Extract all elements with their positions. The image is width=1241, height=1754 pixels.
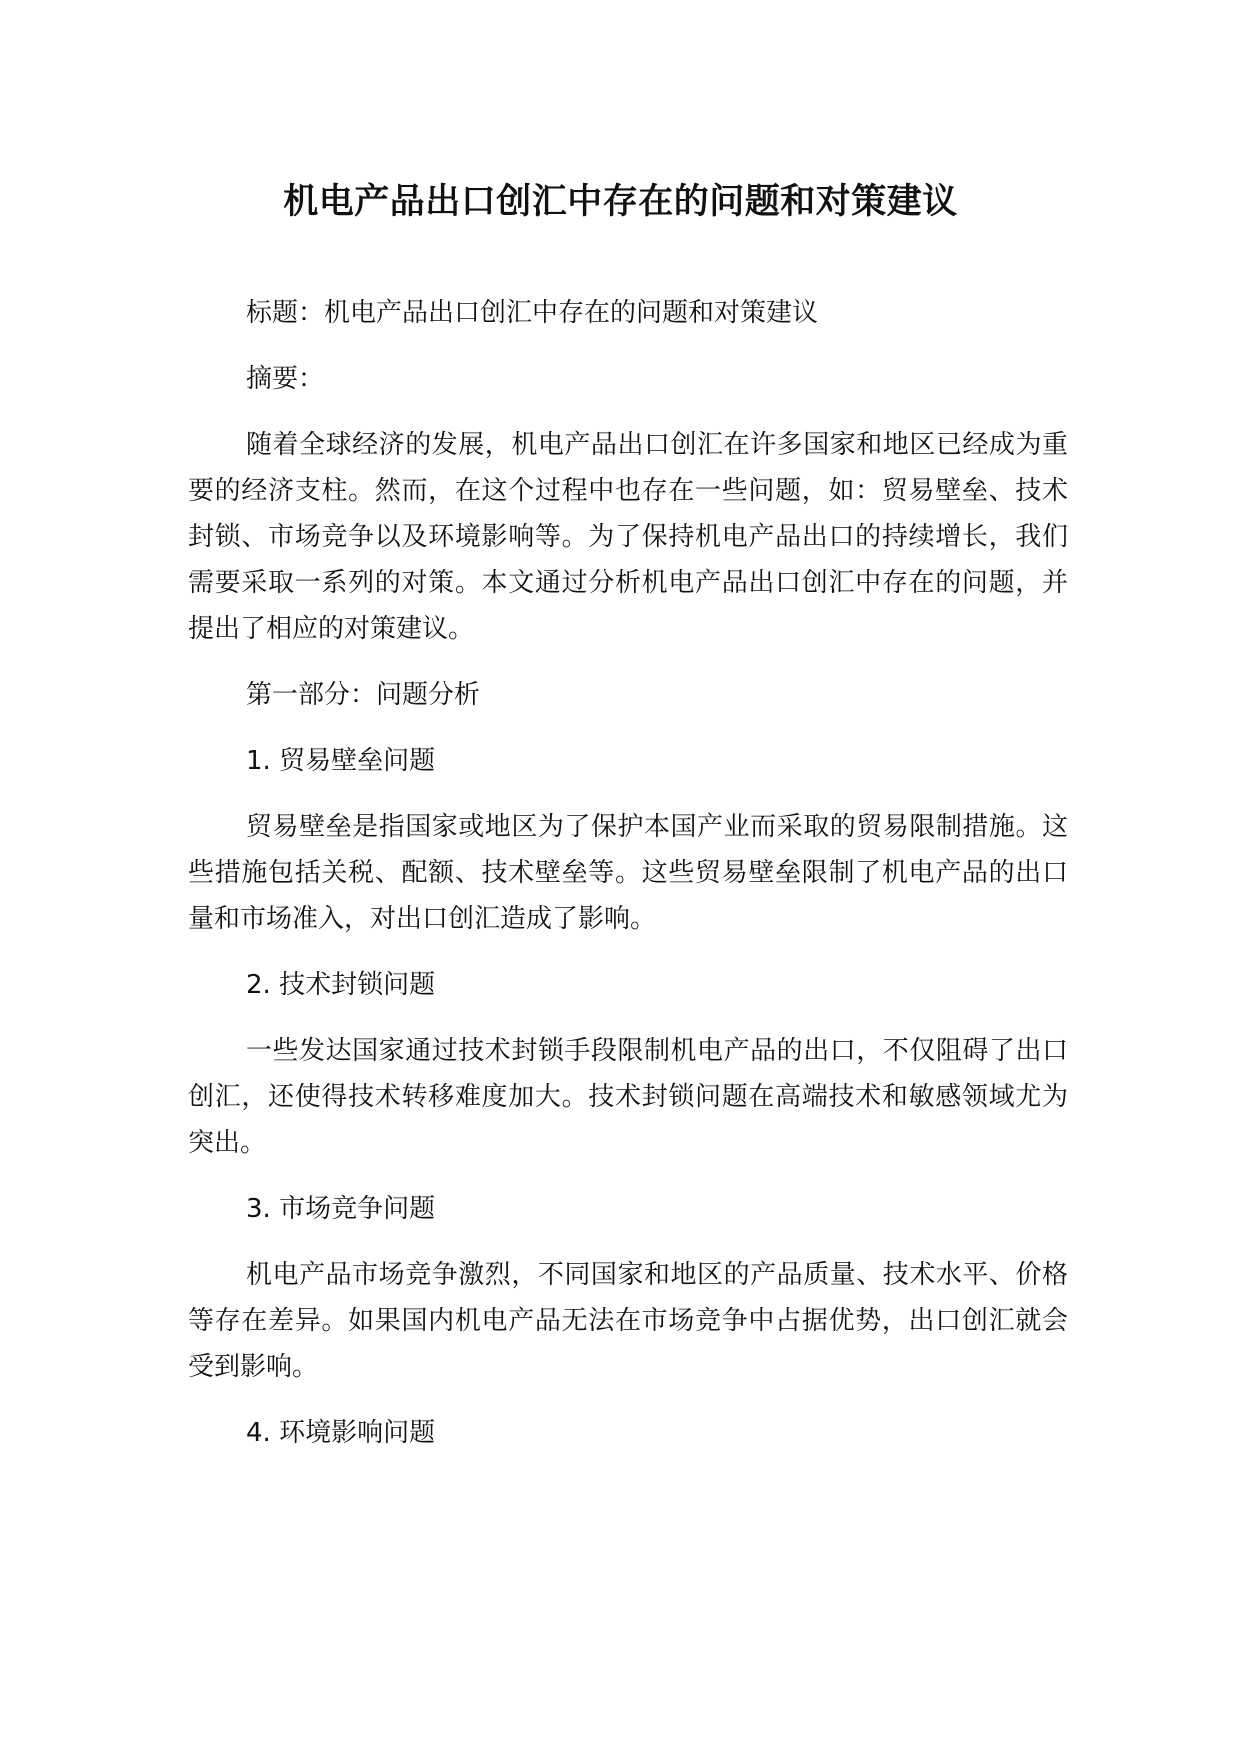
section-heading: 第一部分：问题分析 bbox=[246, 680, 481, 710]
body-paragraph: 机电产品市场竞争激烈，不同国家和地区的产品质量、技术水平、价格等存在差异。如果国内机电产品无法在市场竞争中占据优势，出口创汇就会受到影响。 bbox=[188, 1260, 1068, 1382]
document-title: 机电产品出口创汇中存在的问题和对策建议 bbox=[283, 182, 958, 222]
subsection-heading: 2. 技术封锁问题 bbox=[246, 970, 436, 1000]
abstract-paragraph: 随着全球经济的发展，机电产品出口创汇在许多国家和地区已经成为重要的经济支柱。然而，在这个过程中也存在一些问题，如：贸易壁垒、技术封锁、市场竞争以及环境影响等。为了保持机电产品出口的持续增长，我们需要采取一系列的对策。本文通过分析机电产品出口创汇中存在的问题，并提出了相应的对策建议。 bbox=[188, 430, 1068, 644]
document-body bbox=[188, 290, 1068, 1476]
subsection-heading: 1. 贸易壁垒问题 bbox=[246, 746, 436, 776]
body-paragraph: 一些发达国家通过技术封锁手段限制机电产品的出口，不仅阻碍了出口创汇，还使得技术转移难度加大。技术封锁问题在高端技术和敏感领域尤为突出。 bbox=[188, 1036, 1068, 1158]
title-line: 标题：机电产品出口创汇中存在的问题和对策建议 bbox=[246, 298, 819, 328]
body-paragraph: 贸易壁垒是指国家或地区为了保护本国产业而采取的贸易限制措施。这些措施包括关税、配额、技术壁垒等。这些贸易壁垒限制了机电产品的出口量和市场准入，对出口创汇造成了影响。 bbox=[188, 812, 1068, 934]
subsection-heading: 3. 市场竞争问题 bbox=[246, 1194, 436, 1224]
subsection-heading: 4. 环境影响问题 bbox=[246, 1418, 436, 1448]
abstract-label: 摘要： bbox=[246, 364, 325, 394]
